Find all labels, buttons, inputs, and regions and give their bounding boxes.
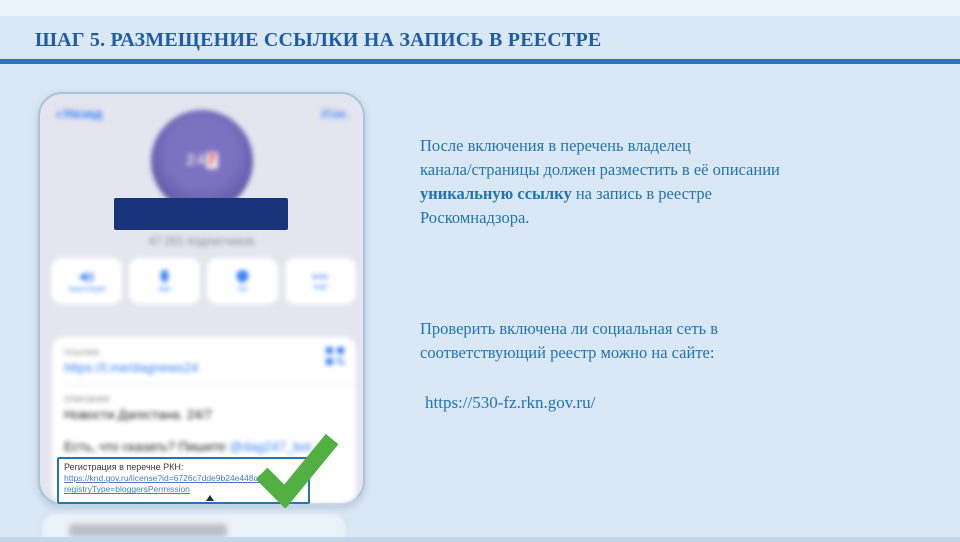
subscriber-count: 47 261 подписчиков xyxy=(148,236,255,248)
chevron-left-icon: ‹ xyxy=(56,104,62,123)
header-divider xyxy=(0,59,960,64)
blurred-text-placeholder xyxy=(69,524,227,537)
qr-code-icon[interactable] xyxy=(325,346,345,371)
chat-icon xyxy=(235,269,250,284)
channel-action-buttons xyxy=(51,258,356,304)
telegram-channel-screenshot xyxy=(38,92,365,505)
more-icon: ••• xyxy=(312,268,329,284)
more-button[interactable] xyxy=(285,258,356,304)
paragraph-check-registry: Проверить включена ли социальная сеть в соответствующий реестр можно на сайте: xyxy=(420,319,719,362)
action-button-label: трансляция xyxy=(67,285,106,293)
page-title: ШАГ 5. РАЗМЕЩЕНИЕ ССЫЛКИ НА ЗАПИСЬ В РЕЕСТРЕ xyxy=(35,29,602,51)
knd-registry-link-line2[interactable]: registryType=bloggersPermission xyxy=(64,484,190,495)
channel-description-line2: Есть, что сказать? Пишите @dag247_bot xyxy=(64,439,312,454)
bell-icon xyxy=(157,269,172,284)
chat-button[interactable] xyxy=(207,258,278,304)
paragraph-registry-link: После включения в перечень владелец канала/страницы должен разместить в её описании уникальную ссылку на запись в реестре Роскомнадзора. xyxy=(420,136,780,227)
sound-button[interactable] xyxy=(129,258,200,304)
avatar-logo: 247 xyxy=(186,152,217,169)
unique-link-emphasis: уникальную ссылку xyxy=(420,184,572,203)
description-label: описание xyxy=(64,393,110,405)
link-label: ссылка xyxy=(64,346,99,358)
action-button-label: чат xyxy=(237,286,248,293)
channel-link[interactable]: https://t.me/dagnews24 xyxy=(64,360,199,375)
broadcast-button[interactable] xyxy=(51,258,122,304)
bot-mention-link[interactable]: @dag247_bot xyxy=(229,439,312,454)
back-button[interactable]: ‹ Назад xyxy=(56,104,103,123)
redacted-channel-name xyxy=(114,198,288,230)
rkn-site-link[interactable]: https://530-fz.rkn.gov.ru/ xyxy=(425,393,596,412)
action-button-label: звук xyxy=(157,286,172,293)
knd-registry-link[interactable]: https://knd.gov.ru/license?id=6726c7dde9b24e448c2800 xyxy=(64,473,277,484)
registration-title: Регистрация в перечне РКН: xyxy=(64,462,184,472)
channel-avatar xyxy=(151,110,253,212)
edit-button[interactable]: Изм. xyxy=(321,106,349,121)
channel-description: Новости Дагестана. 24/7 xyxy=(64,407,213,422)
speaker-icon xyxy=(79,270,95,284)
checkmark-icon xyxy=(253,432,339,513)
cursor-pointer-icon xyxy=(206,495,214,501)
divider xyxy=(64,384,356,385)
action-button-label: ещё xyxy=(313,283,328,291)
bottom-border xyxy=(0,537,960,542)
